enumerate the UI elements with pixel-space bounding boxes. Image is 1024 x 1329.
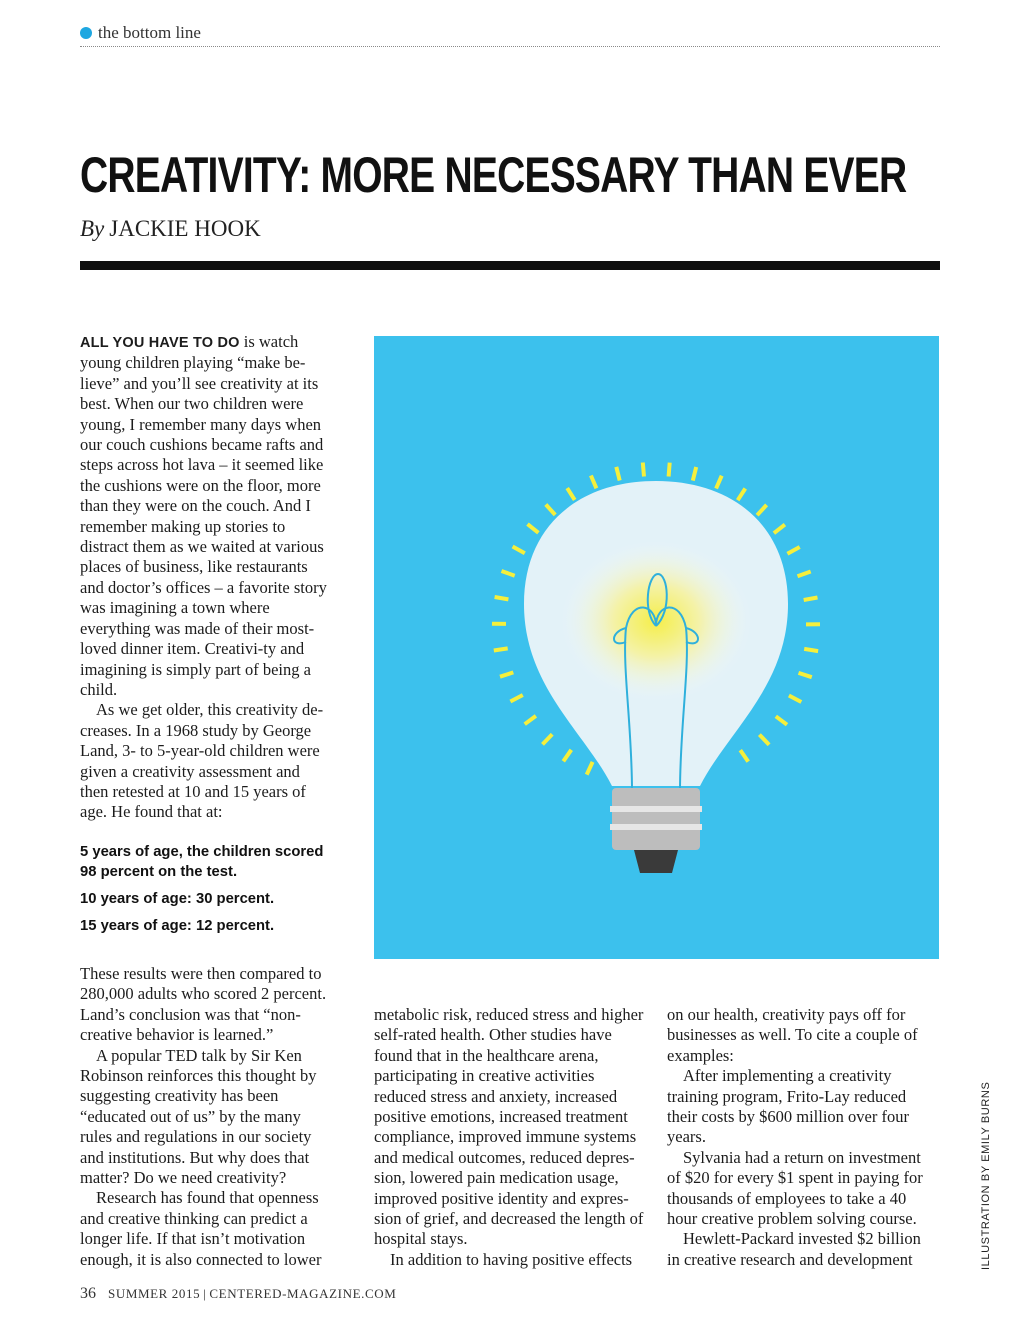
- article-title: CREATIVITY: MORE NECESSARY THAN EVER: [80, 147, 907, 203]
- ray: [591, 476, 597, 489]
- ray: [738, 489, 746, 501]
- ray: [774, 525, 785, 534]
- column-1-top: [80, 332, 332, 823]
- ray: [525, 716, 536, 724]
- bulb-base: [612, 788, 700, 850]
- section-tag: [80, 20, 940, 47]
- ray: [502, 571, 515, 576]
- finding-item: 10 years of age: 30 percent.: [80, 891, 275, 907]
- findings-list: [80, 842, 340, 943]
- ray: [543, 734, 553, 744]
- ray: [587, 762, 593, 775]
- column-3: [667, 1005, 935, 1270]
- paragraph: ALL YOU HAVE TO DO is watch young children playing “make be-lieve” and you’ll see creativity at its best. When our two children were young, I remember many days when our couch cushions became rafts and steps across hot lava – it seemed like the cushions were on the floor, more than they were on the couch. And I remember making up stories to distract them as we waited at various places of business, like restaurants and doctor’s offices – a favorite story was imagining a town where everything was made of their most-loved dinner item. Creativi-ty and imagining is simply part of being a child.: [80, 332, 327, 699]
- ray: [787, 547, 799, 554]
- ray: [759, 735, 769, 745]
- ray: [669, 463, 670, 477]
- lead-in: ALL YOU HAVE TO DO: [80, 335, 240, 351]
- bulb-contact: [634, 850, 678, 873]
- paragraph: Research has found that openness and creative thinking can predict a longer life. If that isn’t motivation enough, it is also connected to lower: [80, 1188, 322, 1269]
- paragraph: on our health, creativity pays off for businesses as well. To cite a couple of examples:: [667, 1005, 918, 1065]
- ray: [757, 505, 767, 515]
- ray: [494, 648, 508, 650]
- ray: [776, 716, 787, 724]
- title-rule: [80, 261, 940, 270]
- ray: [563, 750, 571, 762]
- ray: [495, 597, 509, 599]
- finding-item: 5 years of age, the children scored 98 percent on the test.: [80, 844, 324, 880]
- ray: [693, 467, 696, 481]
- illustration-credit: ILLUSTRATION BY EMILY BURNS: [980, 1081, 992, 1270]
- ray: [804, 649, 818, 651]
- finding-item: 15 years of age: 12 percent.: [80, 918, 275, 934]
- author-name: JACKIE HOOK: [109, 216, 261, 241]
- ray: [798, 572, 811, 577]
- ray: [546, 505, 555, 515]
- paragraph: As we get older, this creativity de-creases. In a 1968 study by George Land, 3- to 5-year-old children were given a creativity assessment and then retested at 10 and 15 years of age. He found that at:: [80, 700, 324, 822]
- lightbulb-illustration: [374, 336, 939, 959]
- footer-separator: |: [203, 1286, 207, 1301]
- byline-prefix: By: [80, 216, 105, 241]
- ray: [513, 547, 525, 554]
- paragraph: These results were then compared to 280,000 adults who scored 2 percent. Land’s conclusion was that “non-creative behavior is learned.”: [80, 964, 327, 1045]
- paragraph: After implementing a creativity training program, Frito-Lay reduced their costs by $600 million over four years.: [667, 1066, 909, 1147]
- site-label: CENTERED-MAGAZINE.COM: [209, 1286, 397, 1301]
- lightbulb-icon: [374, 336, 939, 959]
- ray: [510, 695, 522, 702]
- byline: [80, 216, 261, 242]
- ray: [804, 598, 818, 601]
- paragraph: Sylvania had a return on investment of $20 for every $1 spent in paying for thousands of employees to take a 40 hour creative problem solving course.: [667, 1147, 923, 1229]
- section-label: the bottom line: [98, 23, 201, 42]
- ray: [799, 673, 812, 677]
- issue-label: SUMMER 2015: [108, 1286, 201, 1301]
- section-dot-icon: [80, 27, 92, 39]
- ray: [789, 696, 801, 703]
- page-footer: [80, 1285, 396, 1303]
- page-number: 36: [80, 1285, 96, 1302]
- paragraph: metabolic risk, reduced stress and higher self-rated health. Other studies have found that in the healthcare arena, participating in creative activities reduced stress and anxiety, increased positive emotions, increased treatment compliance, improved immune systems and medical outcomes, reduced depres-sion, lowered pain medication usage, improved positive identity and expres-sion of grief, and decreased the length of hospital stays.: [374, 1005, 644, 1249]
- ray: [616, 467, 619, 481]
- ray: [716, 476, 722, 489]
- ray: [500, 672, 513, 676]
- paragraph: Hewlett-Packard invested $2 billion in creative research and development: [667, 1229, 921, 1269]
- paragraph: A popular TED talk by Sir Ken Robinson reinforces this thought by suggesting creativity has been “educated out of us” by the many rules and regulations in our society and institutions. But why does that matter? Do we need creativity?: [80, 1045, 317, 1188]
- paragraph: In addition to having positive effects: [390, 1249, 633, 1269]
- ray: [643, 463, 644, 477]
- column-2: [374, 1005, 646, 1270]
- column-1-bottom: [80, 964, 332, 1270]
- ray: [528, 524, 539, 533]
- ray: [567, 488, 575, 500]
- ray: [740, 750, 748, 762]
